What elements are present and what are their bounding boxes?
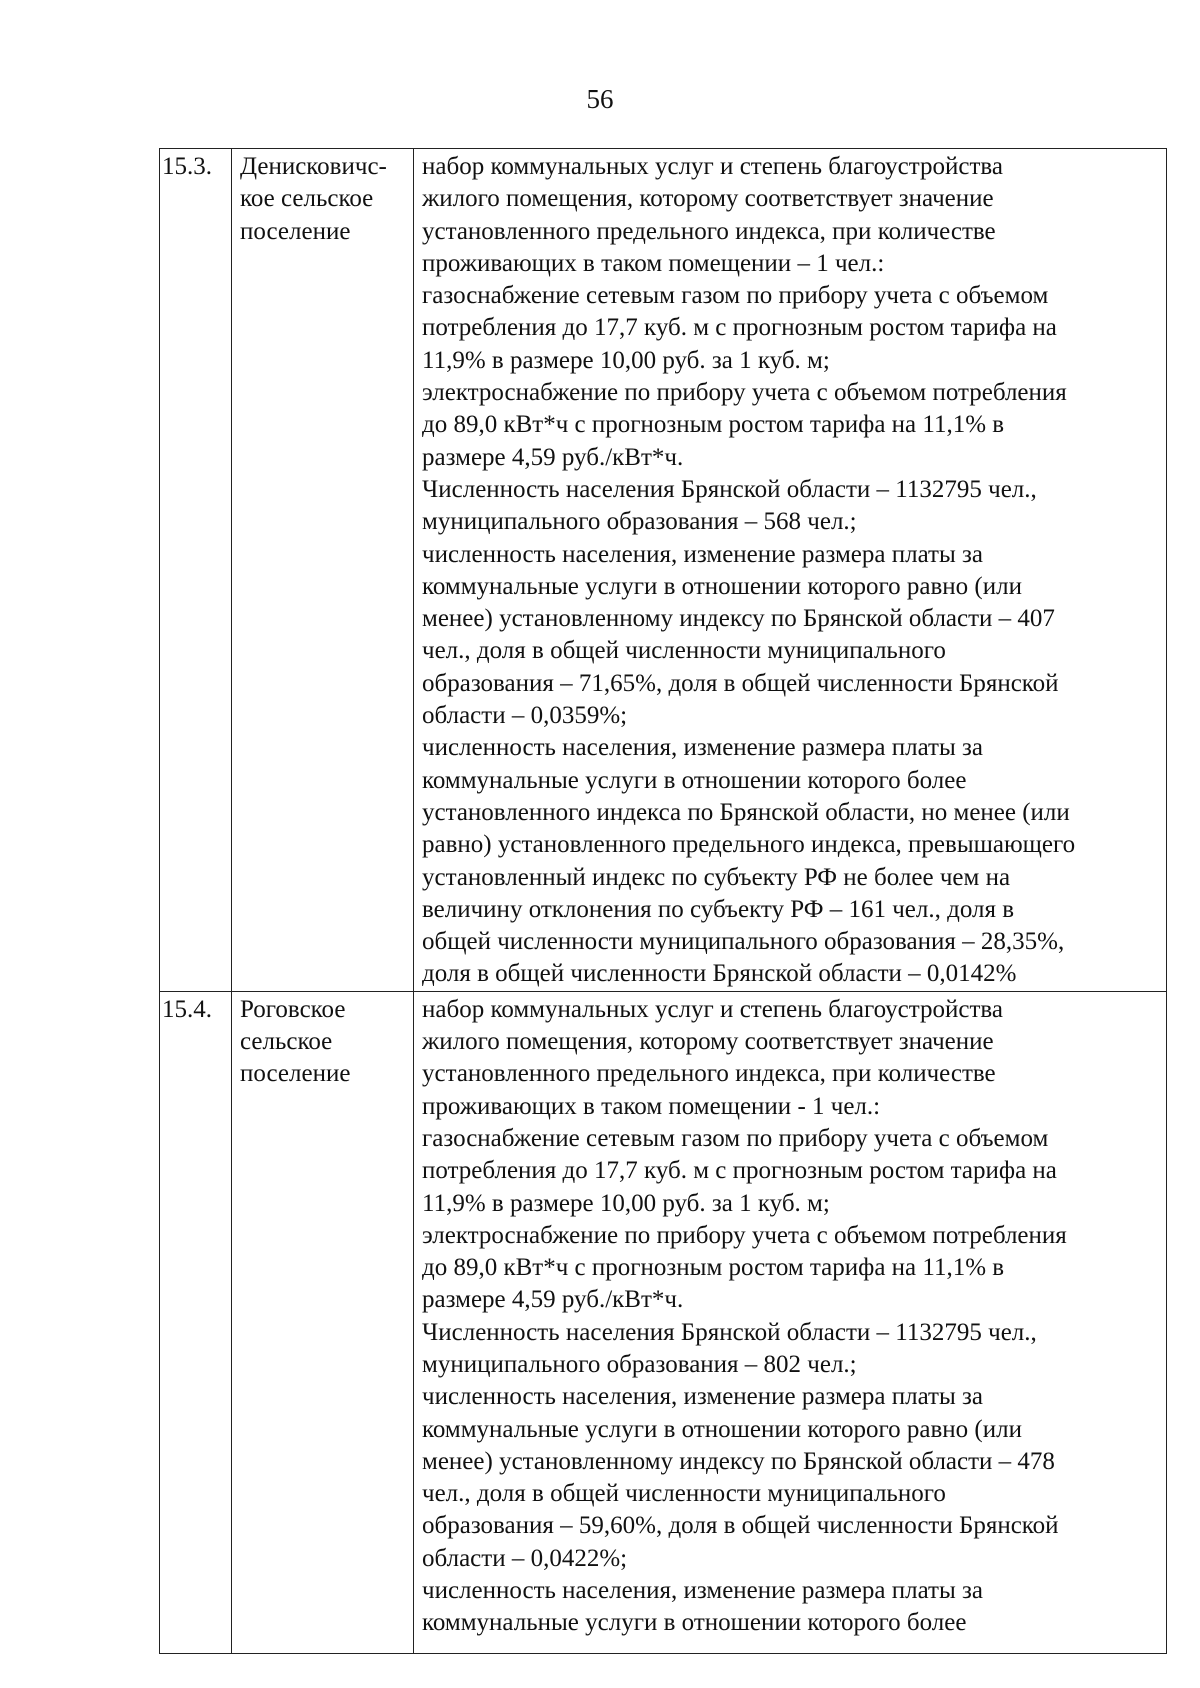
description-line: коммунальные услуги в отношении которого равно (или [422, 1415, 1022, 1443]
settlement-name-line: Денисковичс- [240, 153, 387, 180]
description-line: численность населения, изменение размера платы за [422, 540, 983, 568]
description-line: 11,9% в размере 10,00 руб. за 1 куб. м; [422, 346, 830, 374]
settlement-name-cell [232, 149, 414, 992]
description-line: коммунальные услуги в отношении которого более [422, 1609, 967, 1637]
description-line: чел., доля в общей численности муниципального [422, 1480, 946, 1508]
description-line: установленный индекс по субъекту РФ не более чем на [422, 863, 1011, 891]
description-line: размере 4,59 руб./кВт*ч. [422, 443, 684, 471]
description-line: электроснабжение по прибору учета с объемом потребления [422, 1221, 1067, 1249]
description-line: численность населения, изменение размера платы за [422, 734, 983, 762]
settlement-name-line: сельское [240, 1028, 333, 1056]
description-line: менее) установленному индексу по Брянской области – 407 [422, 605, 1055, 633]
description-line: проживающих в таком помещении - 1 чел.: [422, 1092, 881, 1120]
description-cell [414, 149, 1167, 992]
description-line: коммунальные услуги в отношении которого равно (или [422, 572, 1022, 600]
description-line: 11,9% в размере 10,00 руб. за 1 куб. м; [422, 1189, 830, 1217]
description-line: проживающих в таком помещении – 1 чел.: [422, 249, 885, 277]
description-line: численность населения, изменение размера платы за [422, 1383, 983, 1411]
description-line: электроснабжение по прибору учета с объемом потребления [422, 379, 1067, 407]
description-line: коммунальные услуги в отношении которого более [422, 766, 967, 794]
description-line: области – 0,0359%; [422, 702, 628, 730]
description-line: газоснабжение сетевым газом по прибору учета с объемом [422, 282, 1049, 310]
settlement-name-cell [232, 991, 414, 1653]
description-line: потребления до 17,7 куб. м с прогнозным ростом тарифа на [422, 314, 1057, 342]
description-line: газоснабжение сетевым газом по прибору учета с объемом [422, 1124, 1049, 1152]
settlement-name-line: поселение [240, 1060, 351, 1088]
description-line: общей численности муниципального образования – 28,35%, [422, 928, 1065, 956]
description-line: до 89,0 кВт*ч с прогнозным ростом тарифа на 11,1% в [422, 1254, 1005, 1282]
description-line: набор коммунальных услуг и степень благоустройства [422, 153, 1003, 180]
description-line: доля в общей численности Брянской области – 0,0142% [422, 960, 1017, 988]
description-line: установленного предельного индекса, при количестве [422, 1060, 996, 1088]
description-line: до 89,0 кВт*ч с прогнозным ростом тарифа на 11,1% в [422, 411, 1005, 439]
description-line: жилого помещения, которому соответствует значение [422, 185, 994, 213]
row-number: 15.4. [162, 995, 212, 1023]
table-row [160, 991, 1167, 1653]
row-number-cell [160, 149, 232, 992]
settlement-name-line: Роговское [240, 995, 346, 1023]
description-line: образования – 59,60%, доля в общей численности Брянской [422, 1512, 1059, 1540]
description-line: потребления до 17,7 куб. м с прогнозным ростом тарифа на [422, 1157, 1057, 1185]
row-number-cell [160, 991, 232, 1653]
settlement-name-line: поселение [240, 217, 351, 245]
description-line: муниципального образования – 568 чел.; [422, 508, 857, 536]
description-line: области – 0,0422%; [422, 1544, 628, 1572]
description-line: численность населения, изменение размера платы за [422, 1577, 983, 1605]
description-line: размере 4,59 руб./кВт*ч. [422, 1286, 684, 1314]
description-line: набор коммунальных услуг и степень благоустройства [422, 995, 1003, 1023]
page-number: 56 [586, 84, 614, 114]
description-line: установленного предельного индекса, при количестве [422, 217, 996, 245]
description-line: чел., доля в общей численности муниципального [422, 637, 946, 665]
tariff-table [159, 148, 1167, 1654]
description-line: Численность населения Брянской области – 1132795 чел., [422, 1318, 1037, 1346]
description-line: Численность населения Брянской области – 1132795 чел., [422, 475, 1037, 503]
table-row [160, 149, 1167, 992]
description-line: установленного индекса по Брянской области, но менее (или [422, 798, 1070, 826]
description-line: равно) установленного предельного индекса, превышающего [422, 831, 1076, 859]
settlement-name-line: кое сельское [240, 185, 374, 213]
description-line: муниципального образования – 802 чел.; [422, 1350, 857, 1378]
description-cell [414, 991, 1167, 1653]
description-line: образования – 71,65%, доля в общей численности Брянской [422, 669, 1059, 697]
row-number: 15.3. [162, 153, 212, 180]
description-line: менее) установленному индексу по Брянской области – 478 [422, 1447, 1055, 1475]
description-line: жилого помещения, которому соответствует значение [422, 1028, 994, 1056]
description-line: величину отклонения по субъекту РФ – 161 чел., доля в [422, 895, 1015, 923]
